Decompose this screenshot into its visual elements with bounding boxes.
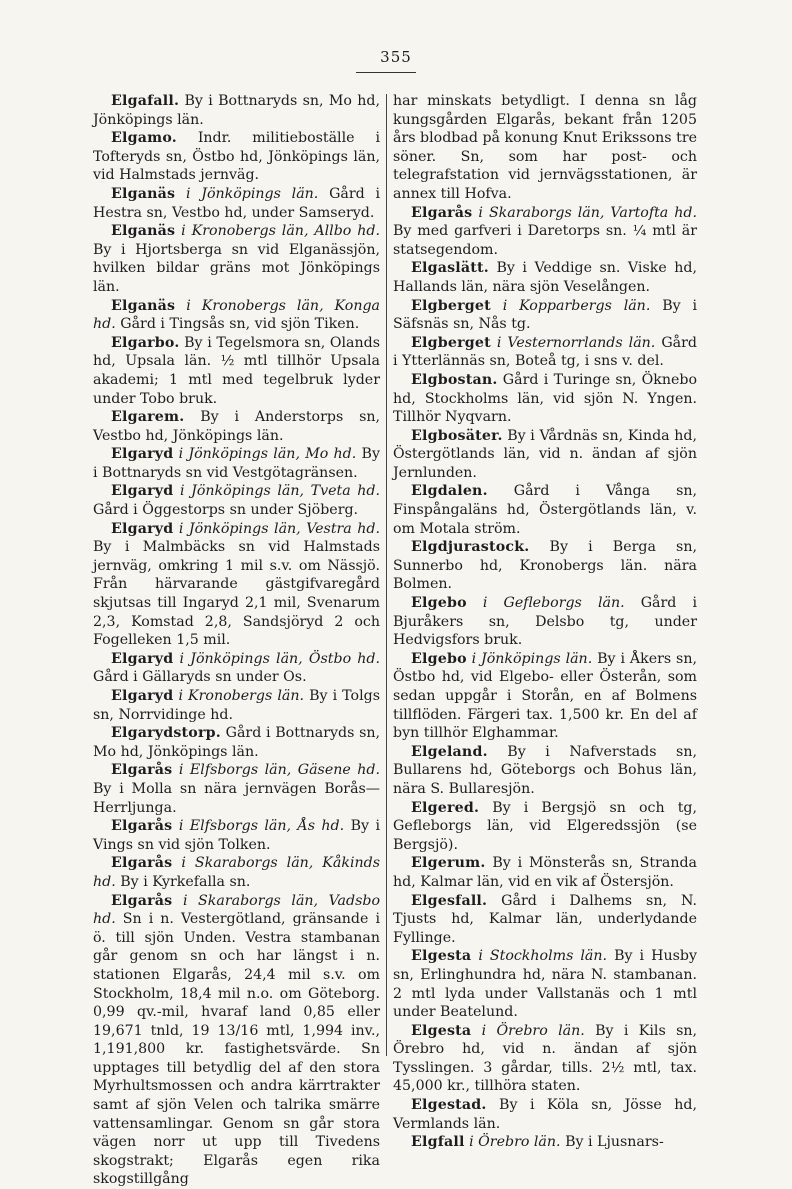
entry-text: By i Malmbäcks sn vid Halmstads jernväg, omkring 1 mil s.v. om Nässjö. Från härvarande gästgifvaregård skjutsas till Ingaryd 2,1 mil, Svenarum 2,3, Komstad 2,8, Sandsjöryd 2 och Fogelleken 1,5 mil.: [93, 539, 380, 649]
entry-headword: Elganäs: [111, 297, 176, 314]
dictionary-entry: [93, 185, 380, 222]
column-divider: [386, 94, 387, 1056]
dictionary-entry: [393, 259, 697, 296]
entry-headword: Elgarydstorp.: [111, 725, 221, 742]
dictionary-entry: [93, 297, 380, 334]
entry-text: Indr. militieboställe i Tofteryds sn, Östbo hd, Jönköpings län, vid Halmstads jernväg.: [93, 130, 380, 184]
entry-text: By med garfveri i Daretorps sn. ¼ mtl är statsegendom.: [393, 223, 697, 258]
dictionary-entry: [93, 445, 380, 482]
entry-text: Gård i Bottnaryds sn, Mo hd, Jönköpings län.: [93, 725, 380, 760]
entry-headword: Elgerum.: [411, 855, 486, 872]
entry-headword: Elgesta: [411, 1022, 472, 1039]
entry-headword: Elgberget: [411, 297, 491, 314]
dictionary-entry: [393, 204, 697, 260]
entry-headword: Elgbosäter.: [411, 427, 503, 444]
entry-headword: Elgesta: [411, 948, 472, 965]
entry-location: i Kronobergs län.: [178, 688, 304, 704]
entry-headword: Elganäs: [111, 185, 176, 202]
entry-text: By i Nafverstads sn, Bullarens hd, Göteborgs och Bohus län, nära S. Bullaresjön.: [393, 743, 697, 797]
entry-headword: Elgeland.: [411, 743, 488, 760]
entry-text: By i Husby sn, Erlinghundra hd, nära N. stambanan. 2 mtl lyda under Vallstanäs och 1 mtl under Beatelund.: [393, 948, 697, 1021]
entry-location: i Gefleborgs län.: [482, 595, 625, 612]
entry-headword: Elgaryd: [111, 483, 174, 500]
entry-location: i Elfsborgs län, Gäsene hd.: [178, 762, 380, 779]
dictionary-entry: [393, 92, 697, 204]
dictionary-entry: [393, 1022, 697, 1096]
dictionary-entry: [393, 650, 697, 743]
dictionary-entry: [393, 371, 697, 427]
entry-headword: Elgarås: [411, 204, 473, 221]
entry-location: i Jönköpings län.: [185, 185, 319, 202]
entry-headword: Elgarås: [111, 855, 173, 872]
dictionary-entry: [393, 1133, 697, 1152]
entry-location: i Jönköpings län, Östbo hd.: [179, 650, 381, 667]
entry-text: Gård i Öggestorps sn under Sjöberg.: [93, 502, 359, 519]
entry-text: Gård i Turinge sn, Öknebo hd, Stockholms län, vid sjön N. Yngen. Tillhör Nyqvarn.: [393, 371, 697, 426]
entry-headword: Elgaryd: [111, 688, 174, 704]
dictionary-entry: [393, 947, 697, 1021]
dictionary-entry: [393, 427, 697, 483]
entry-text: Gård i Ytterlännäs sn, Boteå tg, i sns v. del.: [393, 334, 697, 370]
entry-text: By i Tolgs sn, Norrvidinge hd.: [93, 688, 380, 723]
entry-location: i Kopparbergs län.: [502, 297, 651, 314]
entry-location: i Kronobergs län, Allbo hd.: [181, 223, 381, 240]
entry-headword: Elgfall: [411, 1134, 465, 1151]
dictionary-entry: [393, 1096, 697, 1133]
entry-text: By i Kils sn, Örebro hd, vid n. ändan af sjön Tysslingen. 3 gårdar, tills. 2½ mtl, tax. 45,000 kr., tillhöra staten.: [393, 1022, 698, 1095]
entry-headword: Elgbostan.: [411, 371, 498, 388]
dictionary-entry: [393, 594, 697, 650]
entry-headword: Elgestad.: [411, 1097, 487, 1114]
entry-location: i Skaraborgs län, Vartofta hd.: [478, 204, 698, 221]
page-number-rule: [356, 72, 416, 73]
dictionary-entry: [93, 520, 380, 650]
dictionary-entry: [393, 892, 697, 948]
dictionary-entry: [93, 761, 380, 817]
dictionary-entry: [93, 408, 380, 445]
entry-location: i Jönköpings län.: [471, 650, 593, 667]
entry-location: i Örebro län.: [469, 1134, 561, 1151]
entry-text: By i Vårdnäs sn, Kinda hd, Östergötlands län, vid n. ändan af sjön Jernlunden.: [393, 427, 697, 481]
dictionary-entry: [93, 129, 380, 185]
entry-text: har minskats betydligt. I denna sn låg kungsgården Elgarås, bekant från 1205 års blodbad på konung Knut Erikssons tre söner. Sn, som har post- och telegrafstation vid jernvägsstationen, är annex till Hofva.: [393, 93, 697, 202]
entry-location: i Jönköpings län, Tveta hd.: [179, 483, 381, 500]
entry-location: i Jönköpings län, Mo hd.: [178, 446, 357, 463]
entry-text: By i Veddige sn. Viske hd, Hallands län, nära sjön Veselången.: [393, 260, 697, 295]
entry-text: By i Bergsjö sn och tg, Gefleborgs län, vid Elgeredssjön (se Bergsjö).: [393, 799, 697, 853]
entry-location: i Elfsborgs län, Ås hd.: [178, 818, 345, 835]
entry-headword: Elgberget: [411, 334, 491, 351]
page-number: 355: [380, 48, 412, 66]
entry-text: By i Bottnaryds sn vid Vestgötagränsen.: [93, 446, 380, 481]
entry-location: i Jönköpings län, Vestra hd.: [178, 520, 380, 537]
entry-headword: Elgaryd: [111, 520, 174, 537]
entry-headword: Elgebo: [411, 650, 467, 667]
entry-headword: Elgaryd: [111, 650, 174, 667]
entry-location: i Vesternorrlands län.: [496, 334, 656, 351]
entry-text: By i Kyrkefalla sn.: [120, 873, 251, 890]
entry-text: By i Vings sn vid sjön Tolken.: [93, 818, 380, 853]
entry-location: i Skaraborgs län, Vadsbo hd.: [93, 892, 380, 928]
left-column: [93, 92, 380, 1189]
dictionary-entry: [93, 92, 380, 129]
dictionary-entry: [393, 743, 697, 799]
entry-headword: Elgebo: [411, 595, 467, 612]
dictionary-entry: [393, 799, 697, 855]
dictionary-entry: [93, 892, 380, 1189]
entry-text: By i Hjortsberga sn vid Elganässjön, hvilken bildar gräns mot Jönköpings län.: [93, 241, 380, 295]
entry-headword: Elgarås: [111, 762, 173, 779]
dictionary-entry: [93, 650, 380, 687]
entry-text: By i Köla sn, Jösse hd, Vermlands län.: [393, 1097, 697, 1132]
entry-headword: Elgaslätt.: [411, 260, 489, 277]
entry-location: i Kronobergs län, Konga hd.: [93, 297, 380, 333]
entry-headword: Elgesfall.: [411, 892, 488, 909]
entry-headword: Elgarem.: [111, 409, 185, 426]
entry-text: By i Ljusnars-: [565, 1134, 664, 1151]
entry-text: Sn i n. Vestergötland, gränsande i ö. till sjön Unden. Vestra stambanan går genom sn och har längst i n. stationen Elgarås, 24,4 mil s.v. om Stockholm, 18,4 mil n.o. om Göteborg. 0,99 qv.-mil, hvaraf land 0,85 eller 19,671 tnld, 19 13/16 mtl, 1,994 inv., 1,191,800 kr. fastighetsvärde. Sn upptages till betydlig del af den stora Myrhultsmossen och andra kärrtrakter samt af sjön Velen och talrika smärre vattensamlingar. Genom sn går stora vägen norr ut upp till Tivedens skogstrakt; Elgarås egen rika skogstillgång: [93, 911, 380, 1188]
entry-headword: Elgaryd: [111, 446, 174, 463]
entry-headword: Elgarås: [111, 892, 173, 909]
entry-headword: Elganäs: [111, 223, 176, 240]
dictionary-entry: [393, 538, 697, 594]
entry-location: i Stockholms län.: [478, 948, 608, 965]
entry-headword: Elgarås: [111, 818, 173, 835]
entry-location: i Skaraborgs län, Kåkinds hd.: [93, 855, 381, 890]
entry-headword: Elgamo.: [111, 130, 177, 147]
entry-headword: Elgarbo.: [111, 334, 180, 351]
entry-text: By i Åkers sn, Östbo hd, vid Elgebo- eller Österån, som sedan uppgår i Storån, en af Bolmens tillflöden. Färgeri tax. 1,500 kr. En del af byn tillhör Elghammar.: [393, 650, 697, 742]
entry-text: By i Säfsnäs sn, Nås tg.: [393, 297, 697, 333]
right-column: [393, 92, 697, 1152]
dictionary-entry: [93, 222, 380, 296]
dictionary-entry: [93, 334, 380, 408]
dictionary-entry: [93, 854, 380, 891]
entry-text: Gård i Vånga sn, Finspångaläns hd, Östergötlands län, v. om Motala ström.: [393, 483, 698, 537]
entry-headword: Elgdjurastock.: [411, 539, 530, 556]
dictionary-entry: [93, 687, 380, 724]
entry-text: By i Tegelsmora sn, Olands hd, Upsala län. ½ mtl tillhör Upsala akademi; 1 mtl med tegelbruk lyder under Tobo bruk.: [93, 334, 380, 407]
dictionary-entry: [393, 854, 697, 891]
entry-text: Gård i Bjuråkers sn, Delsbo tg, under Hedvigsfors bruk.: [393, 595, 697, 649]
dictionary-entry: [393, 334, 697, 371]
dictionary-entry: [393, 482, 697, 538]
entry-text: Gård i Hestra sn, Vestbo hd, under Samseryd.: [93, 185, 381, 221]
entry-headword: Elgafall.: [111, 93, 180, 109]
dictionary-entry: [93, 724, 380, 761]
entry-text: By i Berga sn, Sunnerbo hd, Kronobergs län. nära Bolmen.: [393, 539, 697, 593]
entry-text: By i Anderstorps sn, Vestbo hd, Jönköpings län.: [93, 409, 381, 444]
entry-text: Gård i Dalhems sn, N. Tjusts hd, Kalmar län, underlydande Fyllinge.: [393, 892, 697, 946]
dictionary-entry: [393, 297, 697, 334]
entry-text: Gård i Gällaryds sn under Os.: [93, 669, 307, 686]
entry-text: By i Bottnaryds sn, Mo hd, Jönköpings län.: [93, 93, 380, 128]
entry-text: Gård i Tingsås sn, vid sjön Tiken.: [120, 316, 360, 333]
entry-location: i Örebro län.: [481, 1022, 585, 1039]
entry-headword: Elgered.: [411, 799, 480, 816]
entry-text: By i Molla sn nära jernvägen Borås—Herrljunga.: [93, 780, 380, 816]
dictionary-entry: [93, 482, 380, 519]
dictionary-entry: [93, 817, 380, 854]
entry-headword: Elgdalen.: [411, 483, 488, 500]
entry-text: By i Mönsterås sn, Stranda hd, Kalmar län, vid en vik af Östersjön.: [393, 855, 698, 890]
